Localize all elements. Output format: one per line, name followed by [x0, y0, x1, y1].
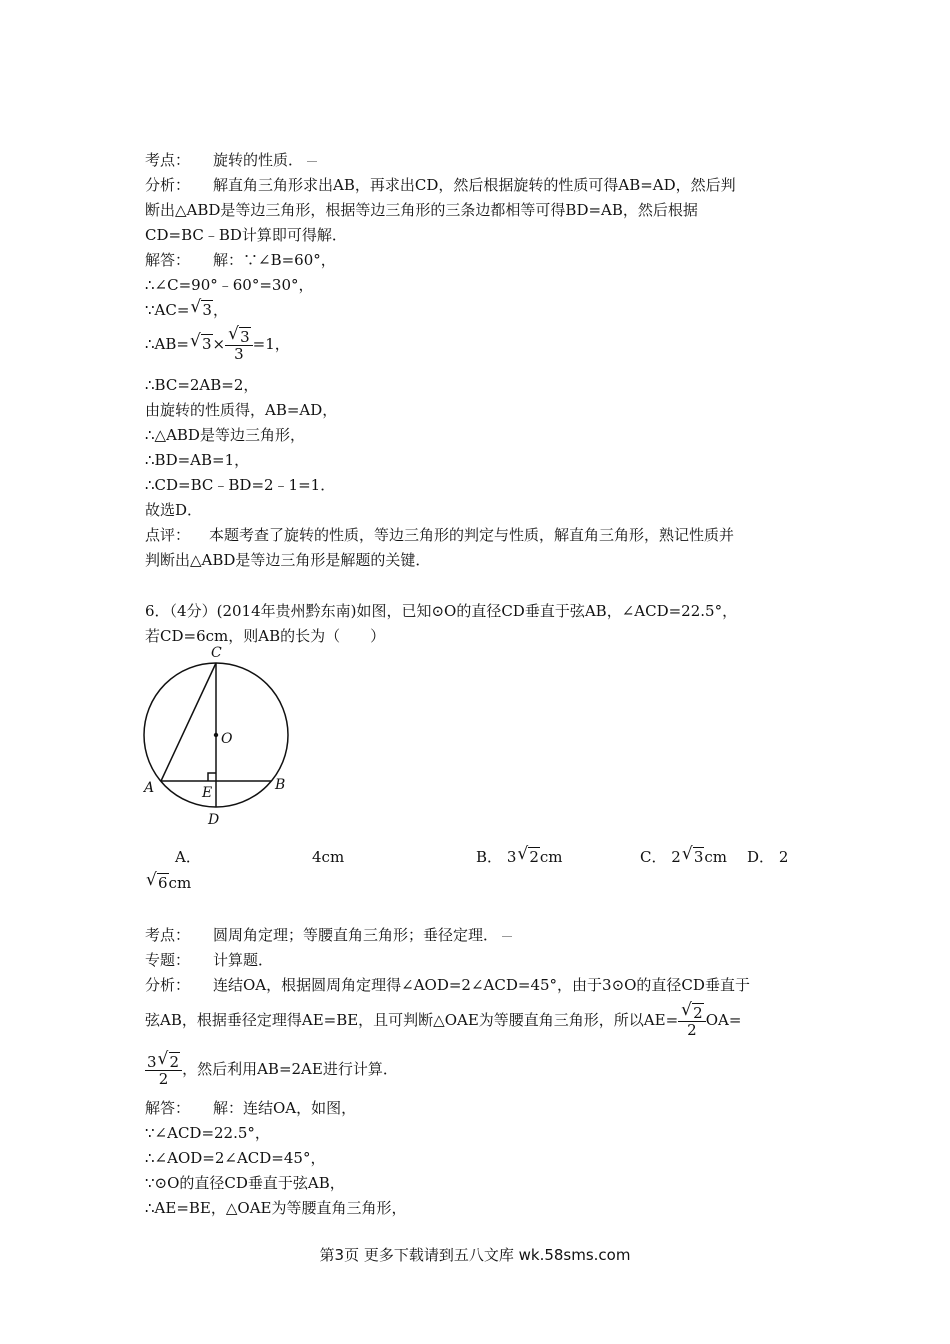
fenxi-text: OA= [705, 1011, 742, 1029]
fraction-sqrt2-over-2: √ 2 2 [678, 1005, 706, 1038]
option-d-cont: √ 6cm [146, 870, 192, 892]
sol5-step-7: ∴△ABD是等边三角形， [145, 426, 305, 444]
kaodian-label: 考点： [145, 151, 191, 169]
option-a-label: A． [175, 848, 201, 866]
sol5-step-3 [145, 297, 228, 319]
kaodian-label: 考点： [145, 926, 191, 944]
sol5-step-8: ∴BD=AB=1， [145, 451, 250, 469]
sol6-fenxi-line-3 [145, 1050, 398, 1088]
sol5-step-4 [145, 323, 290, 363]
fenxi-text: 弦AB，根据垂径定理得AE=BE，且可判断△OAE为等腰直角三角形，所以AE= [145, 1011, 679, 1029]
sqrt-3: √ 3 [190, 297, 212, 319]
sol5-jieda-line [145, 251, 336, 269]
label-b: B [275, 777, 286, 793]
sol5-dianping-line [145, 526, 734, 544]
times-sign: × [212, 335, 226, 353]
label-a: A [144, 780, 155, 796]
circle-figure [138, 643, 308, 833]
small-mark [502, 936, 512, 937]
jieda-label: 解答： [145, 251, 191, 269]
label-c: C [211, 645, 222, 661]
fenxi-label: 分析： [145, 976, 191, 994]
small-mark [307, 161, 317, 162]
fenxi-text: 解直角三角形求出AB，再求出CD，然后根据旋转的性质可得AB=AD，然后判 [213, 176, 736, 194]
right-angle-mark [208, 773, 216, 781]
option-c[interactable]: C． 2 √ 3cm [640, 844, 727, 866]
fenxi-text: 连结OA，根据圆周角定理得∠AOD=2∠ACD=45°，由于3⊙O的直径CD垂直于 [213, 976, 750, 994]
option-b[interactable]: B． 3 √ 2cm [476, 844, 563, 866]
fraction-3sqrt2-over-2: 3 √ 2 2 [145, 1054, 182, 1087]
option-d-label: D． [747, 848, 775, 866]
sol6-step-4: ∵⊙O的直径CD垂直于弦AB， [145, 1174, 345, 1192]
sol5-step-2: ∴∠C=90°﹣60°=30°， [145, 276, 314, 294]
sol6-step-3: ∴∠AOD=2∠ACD=45°， [145, 1149, 326, 1167]
center-dot [214, 733, 218, 737]
step-text: 解：∵∠B=60°， [213, 251, 336, 269]
sol6-step-2: ∵∠ACD=22.5°， [145, 1124, 270, 1142]
sol6-jieda-line [145, 1099, 356, 1117]
option-b-label: B． [476, 848, 503, 866]
q6-stem-line-1: 6．（4分）(2014年贵州黔东南)如图，已知⊙O的直径CD垂直于弦AB，∠ACD=22.5°， [145, 602, 738, 620]
kaodian-text: 圆周角定理；等腰直角三角形；垂径定理． [213, 926, 499, 944]
label-o: O [221, 731, 233, 747]
zhuanti-label: 专题： [145, 951, 191, 969]
option-a-value: 4cm [312, 848, 345, 866]
sqrt-3: √ 3 [681, 844, 704, 866]
sol5-step-10: 故选D． [145, 501, 203, 519]
option-a[interactable] [175, 848, 201, 866]
sol5-fenxi-line-2: 断出△ABD是等边三角形，根据等边三角形的三条边都相等可得BD=AB，然后根据 [145, 201, 698, 219]
sol5-fenxi-line-3: CD=BC﹣BD计算即可得解． [145, 226, 347, 244]
sol5-dianping-line-2: 判断出△ABD是等边三角形是解题的关键． [145, 551, 431, 569]
kaodian-text: 旋转的性质． [213, 151, 304, 169]
step-text: ， [212, 301, 228, 319]
sqrt-6: √ 6 [146, 870, 168, 892]
sol5-step-5: ∴BC=2AB=2， [145, 376, 259, 394]
sol6-fenxi-line [145, 976, 750, 994]
sol5-fenxi-line [145, 176, 736, 194]
step-text: 解：连结OA，如图， [213, 1099, 357, 1117]
sol5-step-9: ∴CD=BC﹣BD=2﹣1=1． [145, 476, 336, 494]
step-text: =1， [252, 335, 290, 353]
step-text: ∴AB= [145, 335, 189, 353]
label-e: E [202, 785, 213, 801]
fenxi-label: 分析： [145, 176, 191, 194]
sol5-kaodian-line [145, 151, 317, 169]
fenxi-text: ，然后利用AB=2AE进行计算． [182, 1060, 398, 1078]
option-c-label: C． [640, 848, 667, 866]
sol6-zhuanti-line [145, 951, 273, 969]
step-text: ∵AC= [145, 301, 190, 319]
fraction-sqrt3-over-3: √ 3 3 [225, 329, 253, 362]
label-d: D [208, 812, 220, 828]
sqrt-3: √ 3 [189, 331, 212, 353]
jieda-label: 解答： [145, 1099, 191, 1117]
dianping-label: 点评： [145, 526, 191, 544]
q6-stem-line-2: 若CD=6cm，则AB的长为（ ） [145, 627, 386, 645]
sol6-step-5: ∴AE=BE，△OAE为等腰直角三角形， [145, 1199, 407, 1217]
dianping-text: 本题考查了旋转的性质，等边三角形的判定与性质，解直角三角形，熟记性质并 [209, 526, 735, 544]
sol6-fenxi-line-2 [145, 1001, 741, 1039]
sqrt-2: √ 2 [517, 844, 539, 866]
sol6-kaodian-line [145, 926, 512, 944]
zhuanti-text: 计算题． [213, 951, 274, 969]
sol5-step-6: 由旋转的性质得，AB=AD， [145, 401, 338, 419]
option-d[interactable]: D． 2 [747, 848, 789, 866]
page-footer: 第3页 更多下载请到五八文库 wk.58sms.com [319, 1246, 631, 1264]
